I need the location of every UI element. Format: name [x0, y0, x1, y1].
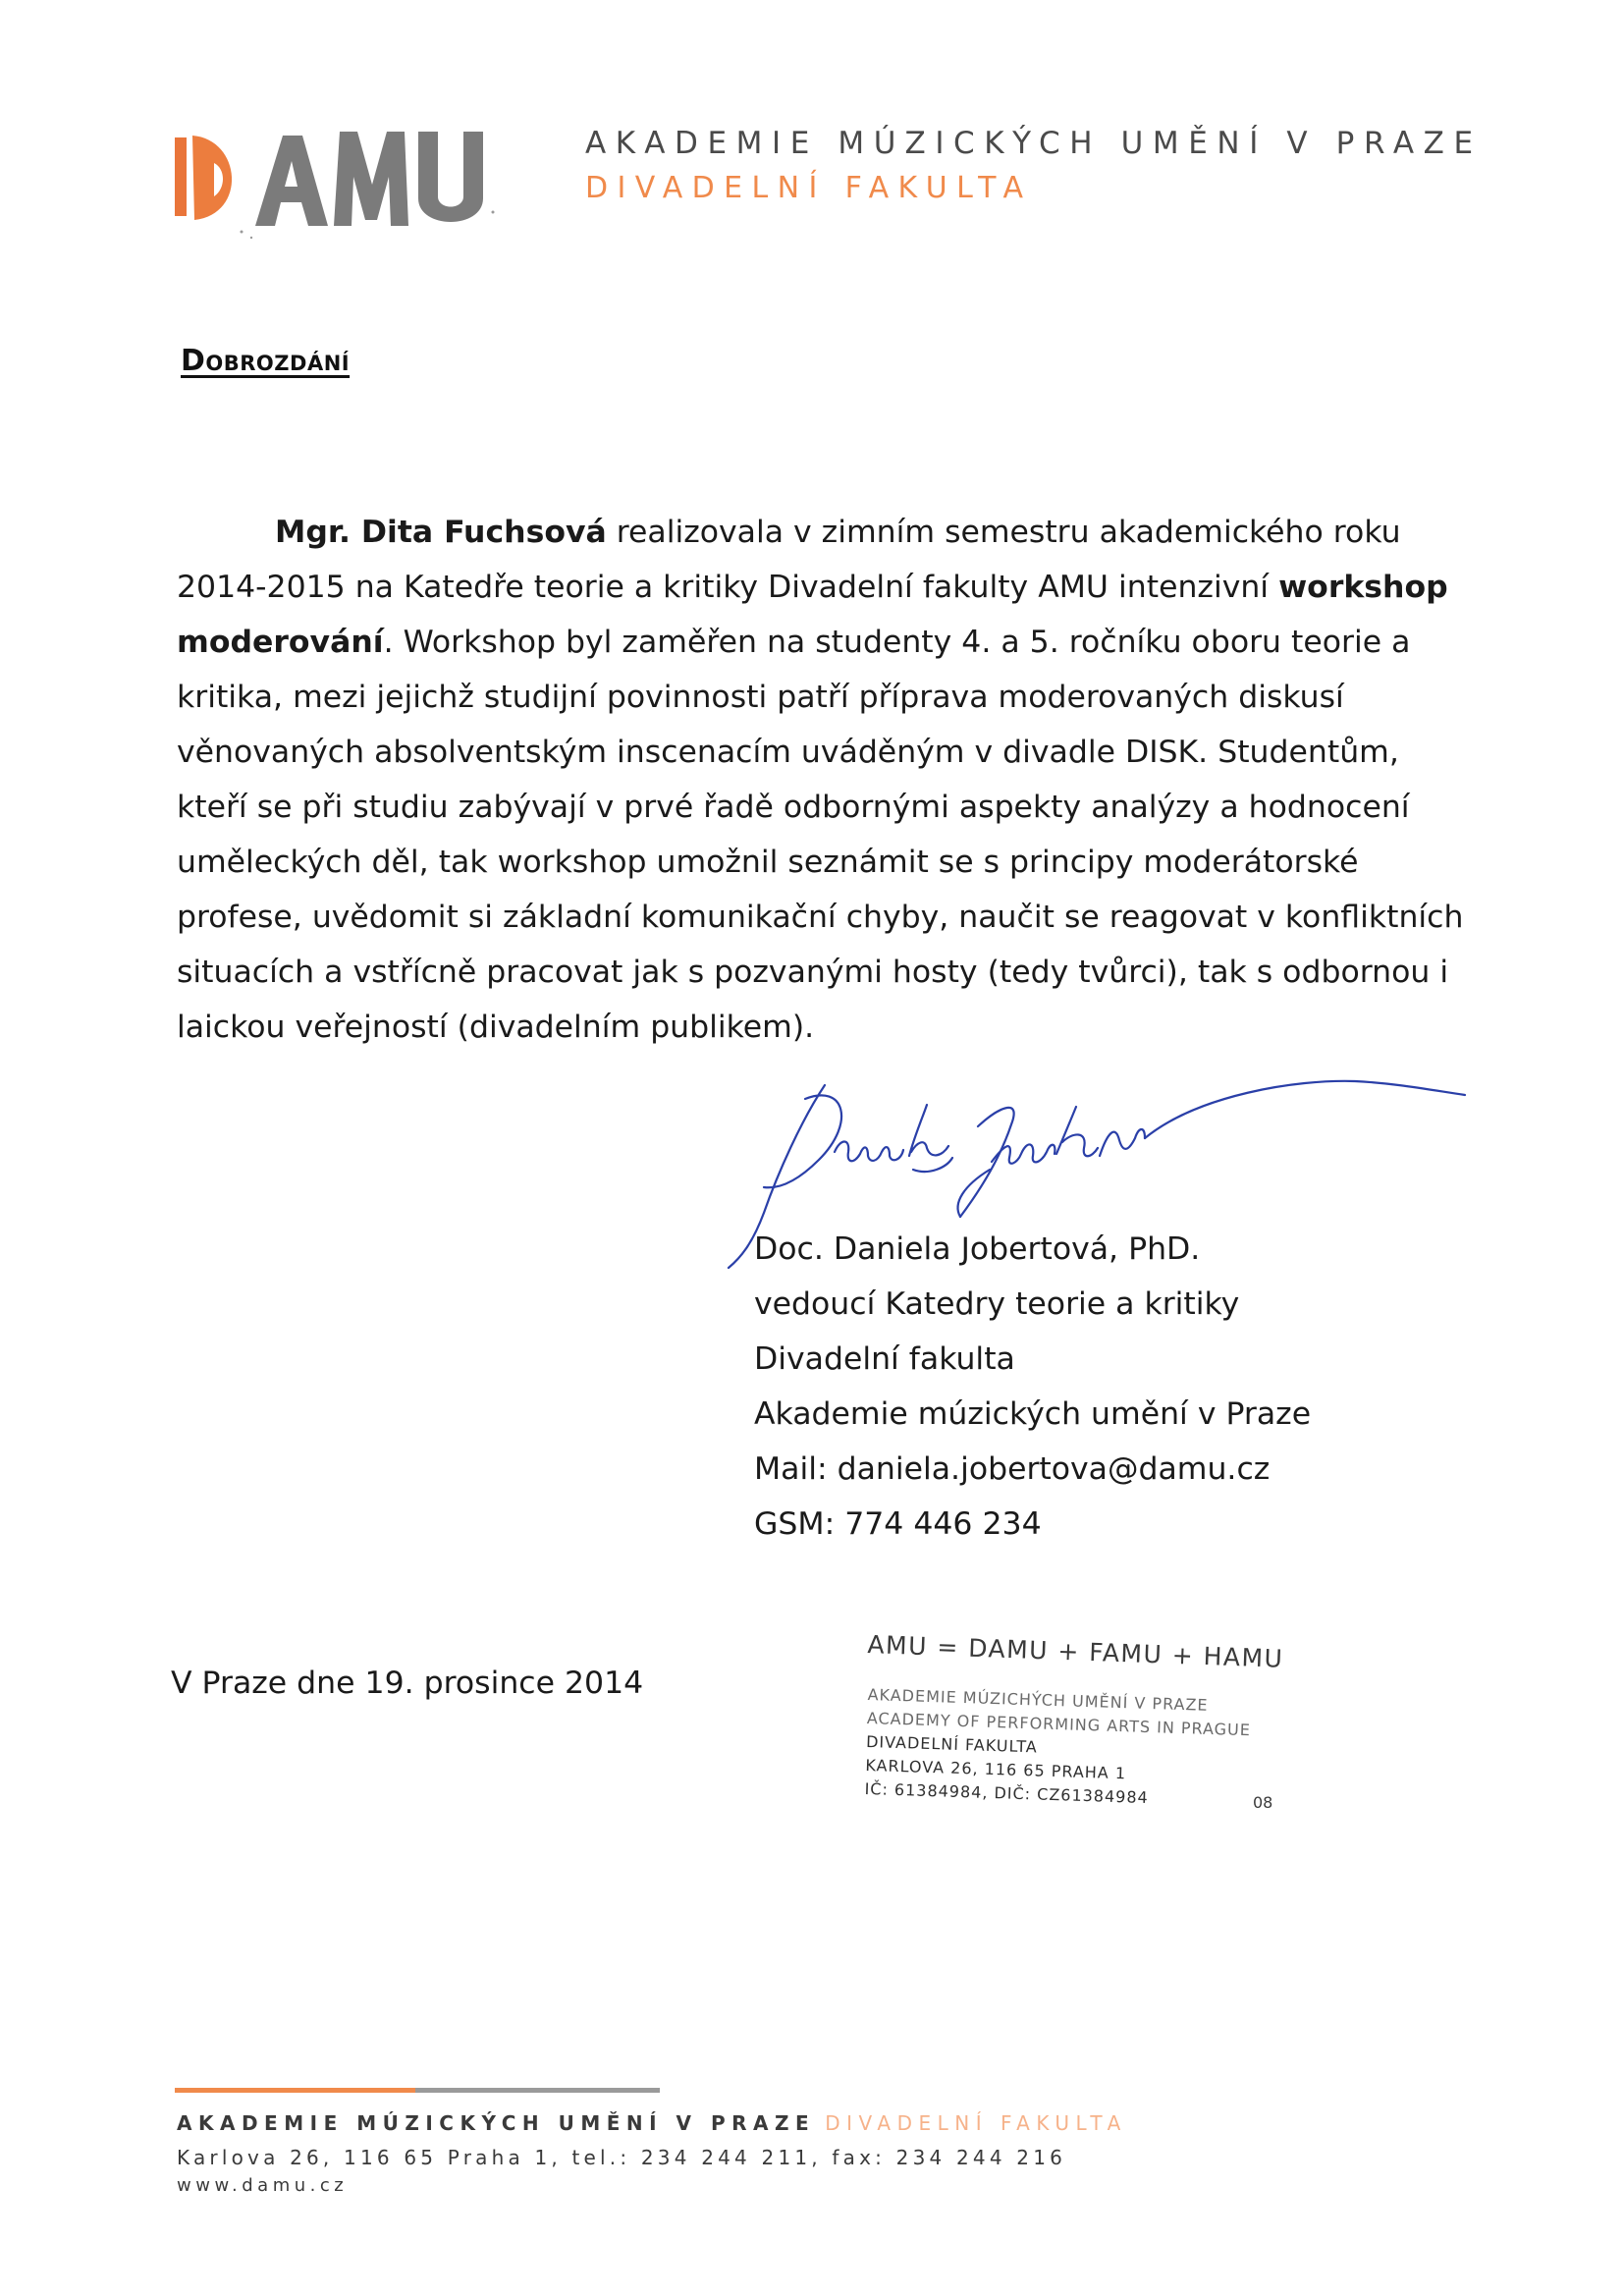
body-line: Mgr. Dita Fuchsová realizovala v zimním semestru akademického roku	[275, 515, 1401, 550]
stamp-line: ACADEMY OF PERFORMING ARTS IN PRAGUE	[866, 1708, 1252, 1740]
footer-rule-grey	[415, 2088, 660, 2093]
student-name: Mgr. Dita Fuchsová	[275, 515, 607, 550]
body-line: 2014-2015 na Katedře teorie a kritiky Divadelní fakulty AMU intenzivní workshop	[177, 570, 1448, 605]
footer-address: Karlova 26, 116 65 Praha 1, tel.: 234 244 211, fax: 234 244 216	[177, 2146, 1067, 2169]
faculty-name: DIVADELNÍ FAKULTA	[585, 171, 1033, 205]
letter-body	[177, 505, 1464, 1055]
stamp-heading: AMU = DAMU + FAMU + HAMU	[866, 1630, 1284, 1673]
body-line: profese, uvědomit si základní komunikační chyby, naučit se reagovat v konfliktních	[177, 900, 1464, 935]
body-line: moderování. Workshop byl zaměřen na studenty 4. a 5. ročníku oboru teorie a	[177, 625, 1411, 660]
signatory-gsm: GSM: 774 446 234	[754, 1506, 1042, 1542]
footer-rule-orange	[175, 2088, 415, 2093]
body-line: kteří se při studiu zabývají v prvé řadě odbornými aspekty analýzy a hodnocení	[177, 790, 1410, 825]
footer-institution: AKADEMIE MÚZICKÝCH UMĚNÍ V PRAZE DIVADELNÍ FAKULTA	[177, 2111, 1127, 2135]
emphasis-workshop: workshop	[1278, 570, 1448, 605]
footer-rule	[175, 2088, 660, 2093]
signatory-faculty: Divadelní fakulta	[754, 1341, 1015, 1377]
stamp-line: AKADEMIE MÚZICHÝCH UMĚNÍ V PRAZE	[867, 1684, 1209, 1715]
signatory-academy: Akademie múzických umění v Praze	[754, 1396, 1312, 1432]
signatory-name: Doc. Daniela Jobertová, PhD.	[754, 1231, 1201, 1267]
signatory-mail: Mail: daniela.jobertova@damu.cz	[754, 1451, 1271, 1487]
emphasis-moderovani: moderování	[177, 625, 384, 660]
stamp-text	[864, 1683, 1252, 1813]
footer-website: www.damu.cz	[177, 2175, 349, 2196]
damu-logo-d	[175, 136, 232, 220]
damu-logo-amu	[255, 132, 483, 226]
body-line: uměleckých děl, tak workshop umožnil seznámit se s principy moderátorské	[177, 845, 1359, 880]
institution-name: AKADEMIE MÚZICKÝCH UMĚNÍ V PRAZE	[585, 126, 1483, 161]
signatory-role: vedoucí Katedry teorie a kritiky	[754, 1286, 1240, 1322]
footer-faculty: DIVADELNÍ FAKULTA	[825, 2111, 1127, 2135]
date-place: V Praze dne 19. prosince 2014	[171, 1666, 644, 1701]
stamp-line: IČ: 61384984, DIČ: CZ61384984	[864, 1778, 1150, 1808]
stamp-number: 08	[1253, 1793, 1273, 1812]
document-title: Dobrozdání	[181, 344, 351, 378]
damu-logo	[173, 118, 526, 246]
official-stamp	[864, 1630, 1300, 1827]
stamp-line: KARLOVA 26, 116 65 PRAHA 1	[865, 1755, 1127, 1783]
body-line: laickou veřejností (divadelním publikem).	[177, 1010, 815, 1045]
body-line: kritika, mezi jejichž studijní povinnosti patří příprava moderovaných diskusí	[177, 680, 1344, 715]
signatory-block	[754, 1222, 1311, 1552]
body-line: situacích a vstřícně pracovat jak s pozvanými hosty (tedy tvůrci), tak s odbornou i	[177, 955, 1449, 990]
body-line: věnovaných absolventským inscenacím uváděným v divadle DISK. Studentům,	[177, 735, 1399, 770]
stamp-line: DIVADELNÍ FAKULTA	[865, 1731, 1039, 1757]
